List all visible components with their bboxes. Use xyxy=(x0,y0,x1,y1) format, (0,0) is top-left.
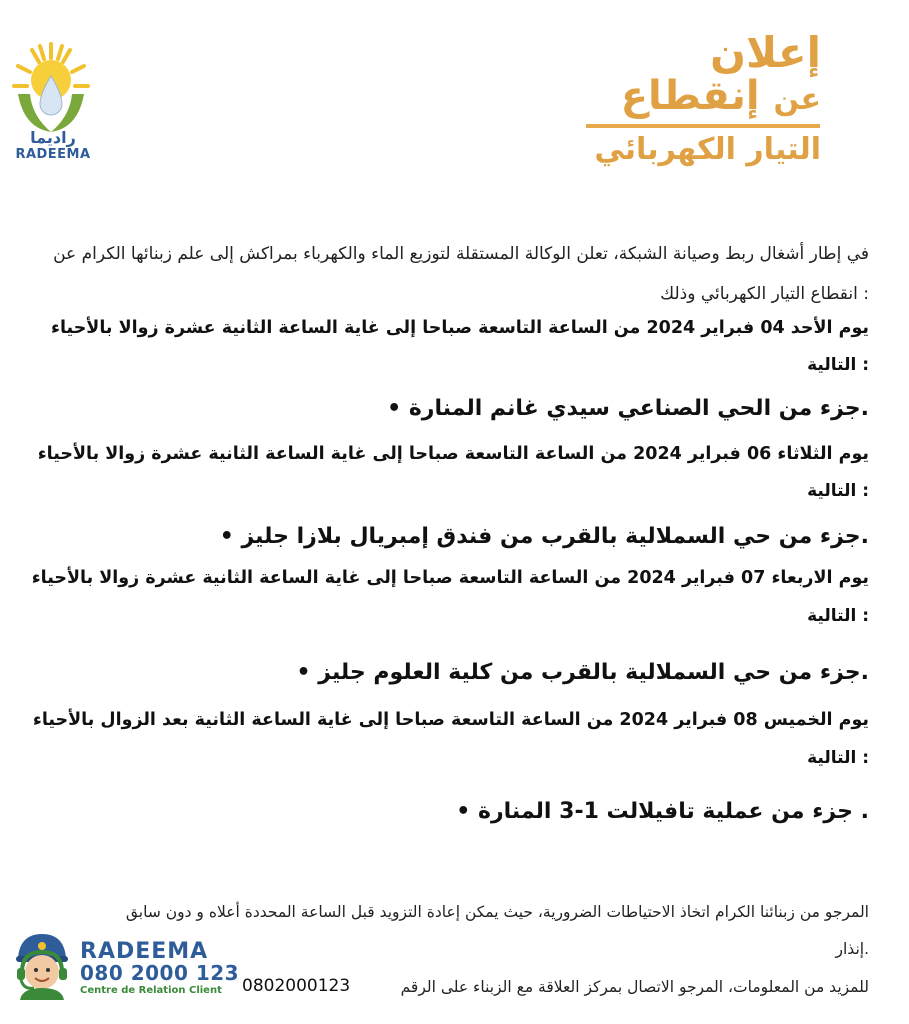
schedule-area-1: .جزء من الحي الصناعي سيدي غانم المنارة • xyxy=(387,396,869,421)
schedule-area-3: .جزء من حي السملالية بالقرب من كلية العلوم جليز • xyxy=(296,660,869,685)
schedule-colon-1: : التالية xyxy=(807,355,869,375)
footer-note-line-1: المرجو من زبنائنا الكرام اتخاذ الاحتياطات الضرورية، حيث يمكن إعادة التزويد قبل الساعة المحددة أعلاه و دون سابق xyxy=(125,903,869,921)
title-line-electricity: التيار الكهربائي xyxy=(594,132,821,167)
footer-brand-subtitle: Centre de Relation Client xyxy=(80,985,222,996)
footer-brand-name: RADEEMA xyxy=(80,939,209,964)
schedule-day-3: يوم الاربعاء 07 فبراير 2024 من الساعة التاسعة صباحا إلى غاية الساعة الثانية عشرة زوالا بالأحياء xyxy=(31,568,869,588)
call-center-agent-icon xyxy=(8,928,76,1000)
schedule-day-4: يوم الخميس 08 فبراير 2024 من الساعة التاسعة صباحا إلى غاية الساعة الثانية بعد الزوال بالأحياء xyxy=(32,710,869,730)
footer-note-line-2: .إنذار xyxy=(835,940,869,958)
schedule-area-4: . جزء من عملية تافيلالت 1-3 المنارة • xyxy=(456,799,869,824)
footer-brand-phone: 080 2000 123 xyxy=(80,961,240,985)
logo-arabic-text: راديما xyxy=(30,128,76,147)
title-main: إنقطاع xyxy=(620,73,760,119)
contact-phone-number: 0802000123 xyxy=(242,976,351,996)
logo-latin-text: RADEEMA xyxy=(15,147,91,162)
title-prefix: عن xyxy=(773,82,821,117)
title-line-announcement: إعلان xyxy=(710,28,821,77)
schedule-day-2: يوم الثلاثاء 06 فبراير 2024 من الساعة التاسعة صباحا إلى غاية الساعة الثانية عشرة زوالا بالأحياء xyxy=(37,444,869,464)
footer-contact-line: للمزيد من المعلومات، المرجو الاتصال بمركز العلاقة مع الزبناء على الرقم xyxy=(400,978,869,996)
intro-line-1: في إطار أشغال ربط وصيانة الشبكة، تعلن الوكالة المستقلة لتوزيع الماء والكهرباء بمراكش إلى علم زبنائها الكرام عن xyxy=(53,244,869,264)
title-divider xyxy=(586,124,820,128)
schedule-area-2: .جزء من حي السملالية بالقرب من فندق إمبريال بلازا جليز • xyxy=(219,524,869,549)
title-line-outage xyxy=(621,74,821,122)
schedule-day-1: يوم الأحد 04 فبراير 2024 من الساعة التاسعة صباحا إلى غاية الساعة الثانية عشرة زوالا بالأحياء xyxy=(51,318,869,338)
schedule-colon-3: : التالية xyxy=(807,606,869,626)
schedule-colon-4: : التالية xyxy=(807,748,869,768)
intro-line-2: : انقطاع التيار الكهربائي وذلك xyxy=(660,284,869,304)
schedule-colon-2: : التالية xyxy=(807,481,869,501)
